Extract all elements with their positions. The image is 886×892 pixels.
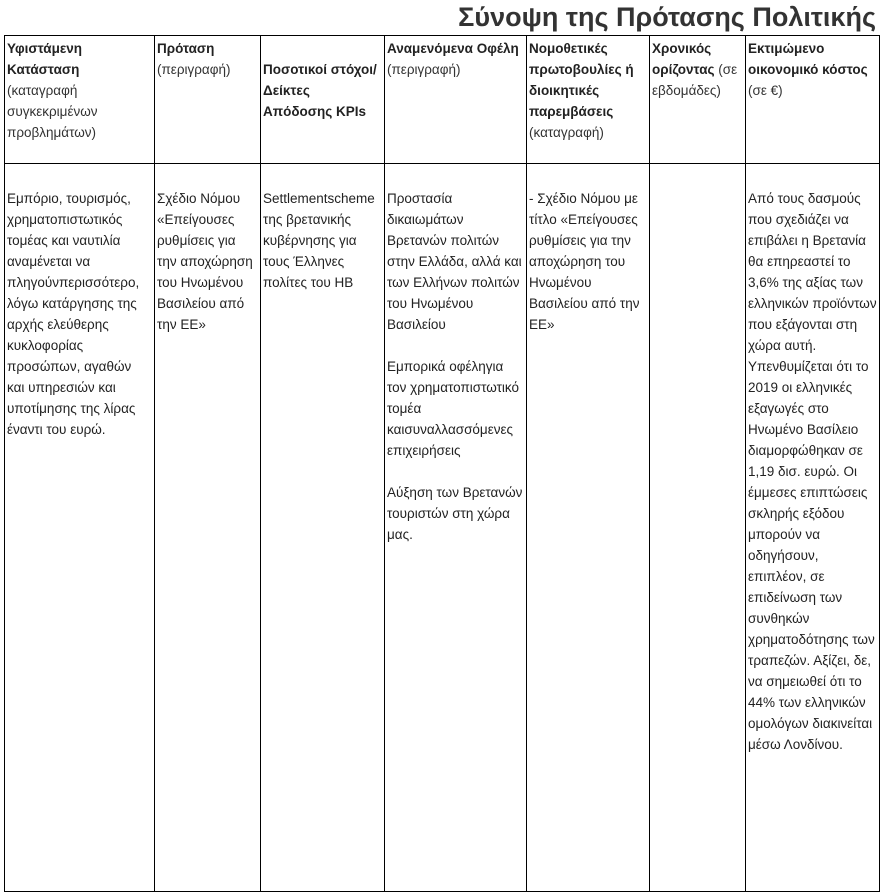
header-benefits: Αναμενόμενα Οφέλη (περιγραφή): [385, 36, 527, 164]
header-current-situation: Υφιστάμενη Κατάσταση (καταγραφή συγκεκριμένων προβλημάτων): [5, 36, 155, 164]
policy-summary-table: [4, 35, 880, 892]
benefit-item: Προστασία δικαιωμάτων Βρετανών πολιτών στην Ελλάδα, αλλά και των Ελλήνων πολιτών του Ηνωμένου Βασιλείου: [387, 191, 522, 332]
header-kpis: Ποσοτικοί στόχοι/Δείκτες Απόδοσης KPIs: [261, 36, 385, 164]
header-proposal: Πρόταση (περιγραφή): [155, 36, 261, 164]
cell-cost: Από τους δασμούς που σχεδιάζει να επιβάλει η Βρετανία θα επηρεαστεί το 3,6% της αξίας των ελληνικών προϊόντων που εξάγονται στη χώρα αυτή. Υπενθυμίζεται ότι το 2019 οι ελληνικές εξαγωγές στο Ηνωμένο Βασίλειο διαμορφώθηκαν σε 1,19 δισ. ευρώ. Οι έμμεσες επιπτώσεις σκληρής εξόδου μπορούν να οδηγήσουν, επιπλέον, σε επιδείνωση των συνθηκών χρηματοδότησης των τραπεζών. Αξίζει, δε, να σημειωθεί ότι το 44% των ελληνικών ομολόγων διακινείται μέσω Λονδίνου.: [746, 164, 880, 892]
header-legislative: Νομοθετικές πρωτοβουλίες ή διοικητικές παρεμβάσεις (καταγραφή): [527, 36, 650, 164]
cell-current-situation: Εμπόριο, τουρισμός, χρηματοπιστωτικός τομέας και ναυτιλία αναμένεται να πληγούνπερισσότερο, λόγω κατάργησης της αρχής ελεύθερης κυκλοφορίας προσώπων, αγαθών και υπηρεσιών και υποτίμησης της λίρας έναντι του ευρώ.: [5, 164, 155, 892]
benefit-item: Εμπορικά οφέληγια τον χρηματοπιστωτικό τομέα καισυναλλασσόμενες επιχειρήσεις: [387, 359, 520, 458]
cell-legislative: - Σχέδιο Νόμου με τίτλο «Επείγουσες ρυθμίσεις για την αποχώρηση του Ηνωμένου Βασιλείου από την ΕΕ»: [527, 164, 650, 892]
cell-timeframe: [650, 164, 746, 892]
cell-kpis: Settlementscheme της βρετανικής κυβέρνησης για τους Έλληνες πολίτες του ΗΒ: [261, 164, 385, 892]
document-title: Σύνοψη της Πρότασης Πολιτικής: [458, 2, 876, 32]
benefit-item: Αύξηση των Βρετανών τουριστών στη χώρα μας.: [387, 485, 523, 542]
header-cost: Εκτιμώμενο οικονομικό κόστος (σε €): [746, 36, 880, 164]
cell-benefits: [385, 164, 527, 892]
header-timeframe: Χρονικός ορίζοντας (σε εβδομάδες): [650, 36, 746, 164]
cell-proposal: Σχέδιο Νόμου «Επείγουσες ρυθμίσεις για την αποχώρηση του Ηνωμένου Βασιλείου από την ΕΕ»: [155, 164, 261, 892]
table-row: [5, 164, 880, 892]
header-row: [5, 36, 880, 164]
